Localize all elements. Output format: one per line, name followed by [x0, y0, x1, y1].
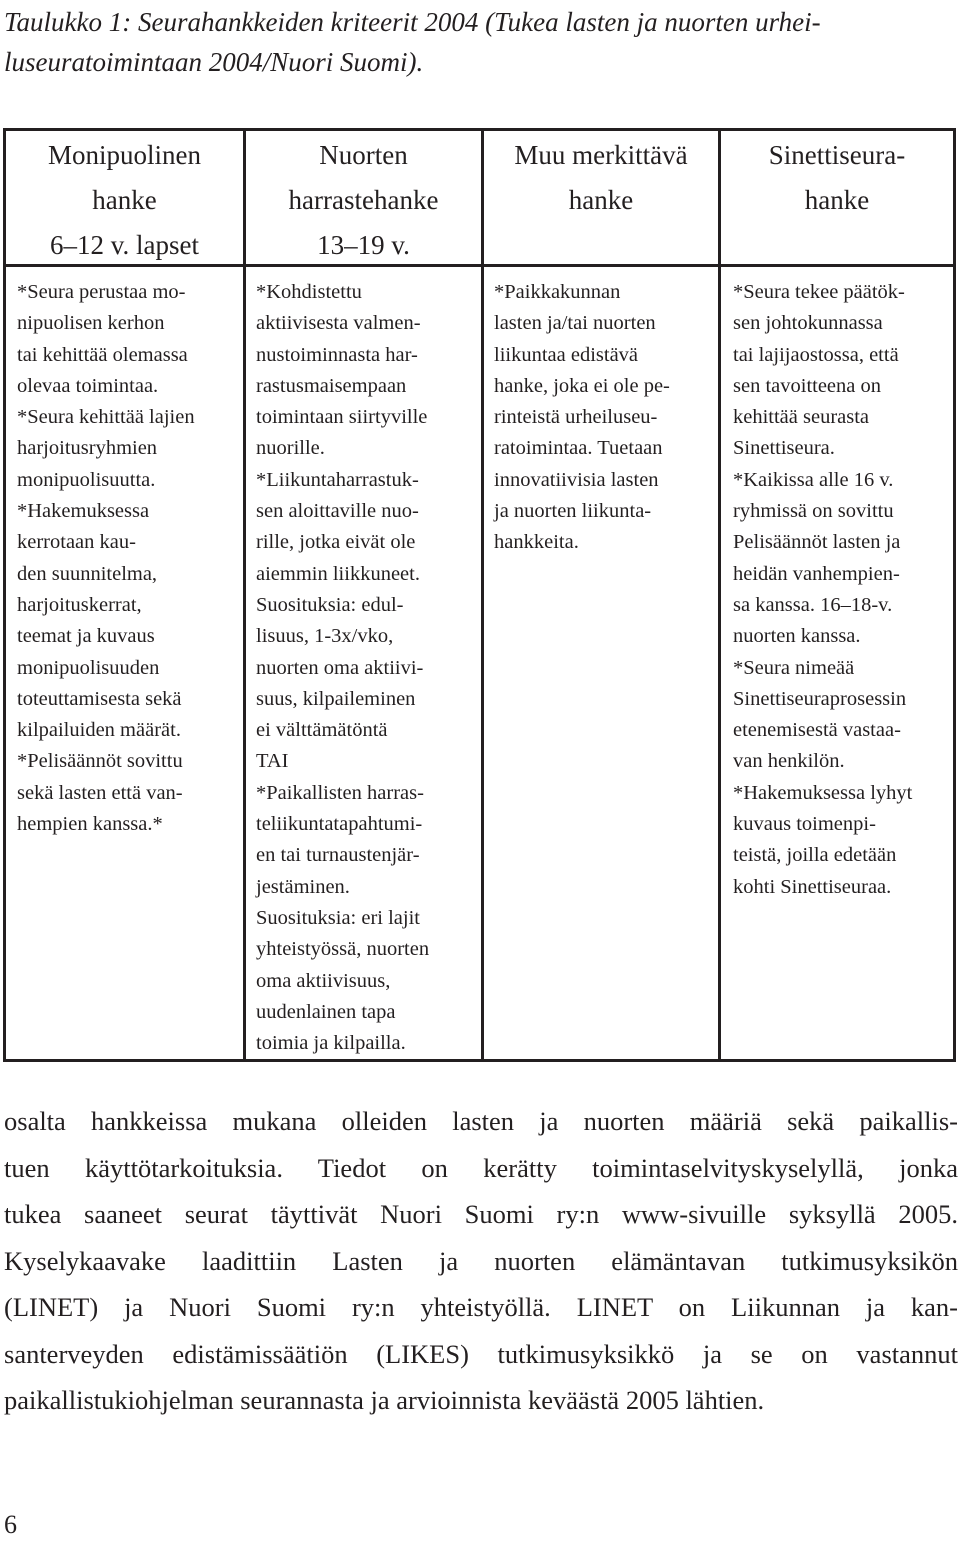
column-cell-monipuolinen [6, 267, 243, 840]
cell-line: *Seura perustaa mo- [17, 281, 186, 303]
cell-line: hankkeita. [494, 531, 579, 554]
cell-line: *Paikallisten harras- [256, 781, 424, 804]
cell-line: ratoimintaa. Tuetaan [494, 437, 663, 460]
cell-line: *Seura nimeää [733, 656, 855, 679]
cell-line: kuvaus toimenpi- [733, 813, 876, 836]
cell-line: Pelisäännöt lasten ja [733, 531, 901, 554]
header-line: Nuorten [319, 140, 408, 170]
cell-line: den suunnitelma, [17, 562, 158, 585]
cell-line: sekä lasten että van- [17, 781, 183, 804]
header-line: harrastehanke [288, 185, 439, 215]
cell-line: etenemisestä vastaa- [733, 719, 901, 742]
cell-line: lisuus, 1-3x/vko, [256, 625, 394, 648]
cell-line: liikuntaa edistävä [494, 343, 639, 366]
cell-line: *Hakemuksessa [17, 500, 150, 523]
header-line: hanke [92, 185, 157, 215]
cell-line: *Paikkakunnan [494, 281, 621, 303]
page-number: 6 [4, 1510, 17, 1539]
column-cell-nuorten [246, 267, 481, 1059]
cell-line: sen johtokunnassa [733, 312, 883, 335]
header-line: 13–19 v. [317, 230, 410, 260]
paragraph-line: Kyselykaavake laadittiin Lasten ja nuorten elämäntavan tutkimusyksikön [4, 1245, 958, 1276]
cell-line: *Liikuntaharrastuk- [256, 468, 419, 491]
cell-line: suus, kilpaileminen [256, 687, 416, 710]
cell-line: toteuttamisesta sekä [17, 687, 182, 710]
column-header-nuorten [246, 131, 481, 264]
header-line: Sinettiseura- [768, 140, 906, 170]
paragraph-line: osalta hankkeissa mukana olleiden lasten ja nuorten määriä sekä paikallis- [4, 1106, 958, 1136]
header-line: hanke [804, 185, 870, 215]
cell-line: Suosituksia: eri lajit [256, 906, 420, 929]
column-header-monipuolinen [6, 131, 243, 264]
cell-line: jestäminen. [256, 875, 350, 898]
cell-line: harjoituskerrat, [17, 593, 142, 616]
cell-line: nuorille. [256, 437, 325, 460]
cell-line: *Kaikissa alle 16 v. [733, 468, 894, 491]
cell-line: rastusmaisempaan [256, 374, 407, 397]
cell-line: *Seura kehittää lajien [17, 406, 195, 429]
cell-line: monipuolisuuden [17, 656, 160, 679]
cell-line: uudenlainen tapa [256, 1000, 396, 1023]
paragraph-line: tuen käyttötarkoituksia. Tiedot on kerätty toimintaselvityskyselyllä, jonka [4, 1152, 958, 1183]
caption-line: luseuratoimintaan 2004/Nuori Suomi). [4, 47, 424, 77]
cell-line: en tai turnaustenjär- [256, 844, 420, 867]
cell-line: *Pelisäännöt sovittu [17, 750, 183, 773]
cell-line: rinteistä urheiluseu- [494, 406, 658, 429]
paragraph-line: santerveyden edistämissäätiön (LIKES) tutkimusyksikkö ja se on vastannut [4, 1338, 958, 1369]
cell-line: kehittää seurasta [733, 406, 870, 429]
caption-line: Taulukko 1: Seurahankkeiden kriteerit 2004 (Tukea lasten ja nuorten urhei- [4, 7, 821, 37]
column-header-sinettiseura [721, 131, 953, 264]
cell-line: aiemmin liikkuneet. [256, 562, 420, 585]
cell-line: kilpailuiden määrät. [17, 719, 181, 742]
header-line: Muu merkittävä [514, 140, 688, 170]
cell-line: hanke, joka ei ole pe- [494, 374, 670, 397]
cell-line: monipuolisuutta. [17, 468, 156, 491]
cell-line: *Seura tekee päätök- [733, 281, 905, 303]
header-line: Monipuolinen [48, 140, 201, 170]
criteria-table [3, 128, 956, 1062]
header-line: hanke [568, 185, 634, 215]
cell-line: van henkilön. [733, 750, 845, 773]
cell-line: ja nuorten liikunta- [494, 500, 652, 523]
body-paragraph [4, 1098, 958, 1424]
cell-line: lasten ja/tai nuorten [494, 312, 656, 335]
cell-line: *Hakemuksessa lyhyt [733, 781, 913, 804]
cell-line: aktiivisesta valmen- [256, 312, 421, 335]
cell-line: hempien kanssa.* [17, 813, 163, 836]
cell-line: tai lajijaostossa, että [733, 343, 899, 366]
cell-line: tai kehittää olemassa [17, 343, 188, 366]
cell-line: nipuolisen kerhon [17, 312, 165, 335]
column-header-muu [484, 131, 718, 264]
cell-line: toimia ja kilpailla. [256, 1032, 406, 1055]
cell-line: yhteistyössä, nuorten [256, 938, 430, 961]
cell-line: harjoitusryhmien [17, 437, 158, 460]
cell-line: kerrotaan kau- [17, 531, 136, 554]
cell-line: TAI [256, 750, 289, 773]
paragraph-line: tukea saaneet seurat täyttivät Nuori Suomi ry:n www-sivuille syksyllä 2005. [4, 1199, 958, 1229]
column-cell-sinettiseura [721, 267, 953, 903]
cell-line: Sinettiseura. [733, 437, 835, 460]
paragraph-line: paikallistukiohjelman seurannasta ja arvioinnista keväästä 2005 lähtien. [4, 1385, 765, 1415]
cell-line: *Kohdistettu [256, 281, 362, 303]
cell-line: sa kanssa. 16–18-v. [733, 593, 893, 616]
cell-line: teemat ja kuvaus [17, 625, 155, 648]
cell-line: teliikuntatapahtumi- [256, 813, 423, 836]
table-caption [4, 2, 954, 82]
cell-line: nuorten kanssa. [733, 625, 861, 648]
header-line: 6–12 v. lapset [50, 230, 199, 260]
cell-line: ei välttämätöntä [256, 719, 388, 742]
cell-line: sen aloittaville nuo- [256, 500, 419, 523]
cell-line: olevaa toimintaa. [17, 374, 159, 397]
cell-line: Sinettiseuraprosessin [733, 687, 907, 710]
cell-line: ryhmissä on sovittu [733, 500, 894, 523]
cell-line: rille, jotka eivät ole [256, 531, 416, 554]
cell-line: Suosituksia: edul- [256, 593, 404, 616]
cell-line: kohti Sinettiseuraa. [733, 875, 892, 898]
cell-line: nuorten oma aktiivi- [256, 656, 424, 679]
cell-line: heidän vanhempien- [733, 562, 900, 585]
cell-line: teistä, joilla edetään [733, 844, 897, 867]
cell-line: oma aktiivisuus, [256, 969, 391, 992]
cell-line: nustoiminnasta har- [256, 343, 418, 366]
cell-line: toimintaan siirtyville [256, 406, 428, 429]
cell-line: innovatiivisia lasten [494, 468, 659, 491]
paragraph-line: (LINET) ja Nuori Suomi ry:n yhteistyöllä. LINET on Liikunnan ja kan- [4, 1292, 958, 1322]
cell-line: sen tavoitteena on [733, 374, 882, 397]
column-cell-muu [484, 267, 718, 559]
